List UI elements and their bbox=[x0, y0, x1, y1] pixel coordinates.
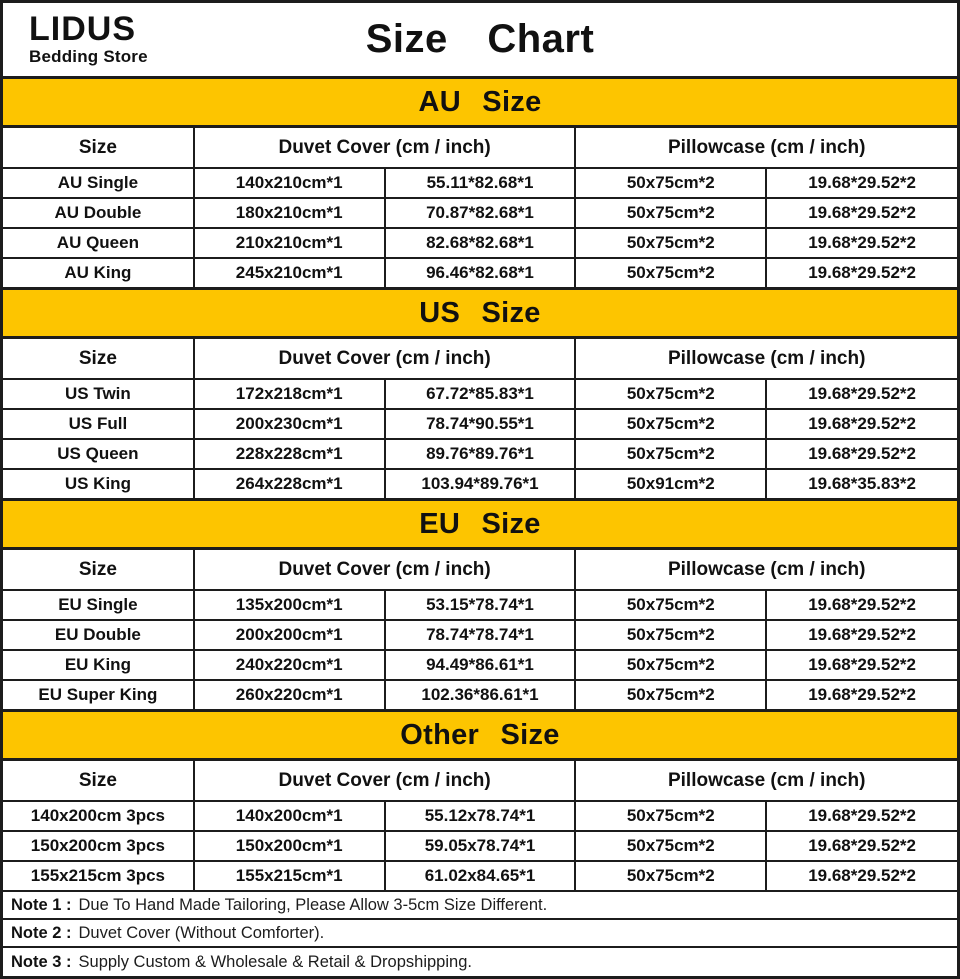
column-header-duvet: Duvet Cover (cm / inch) bbox=[194, 339, 576, 379]
section-au bbox=[3, 76, 957, 287]
cell-pillow-cm: 50x75cm*2 bbox=[575, 168, 766, 198]
cell-pillow-cm: 50x75cm*2 bbox=[575, 198, 766, 228]
cell-pillow-inch: 19.68*29.52*2 bbox=[766, 590, 957, 620]
cell-pillow-inch: 19.68*29.52*2 bbox=[766, 439, 957, 469]
table-header-row bbox=[3, 128, 957, 168]
section-banner: EU Size bbox=[3, 498, 957, 550]
cell-pillow-cm: 50x75cm*2 bbox=[575, 861, 766, 891]
table-row bbox=[3, 228, 957, 258]
cell-pillow-cm: 50x75cm*2 bbox=[575, 620, 766, 650]
note-row bbox=[3, 920, 957, 948]
cell-size: EU Single bbox=[3, 590, 194, 620]
cell-pillow-cm: 50x75cm*2 bbox=[575, 801, 766, 831]
cell-duvet-inch: 89.76*89.76*1 bbox=[385, 439, 576, 469]
cell-pillow-cm: 50x75cm*2 bbox=[575, 650, 766, 680]
cell-size: US King bbox=[3, 469, 194, 498]
cell-duvet-cm: 140x210cm*1 bbox=[194, 168, 385, 198]
page-title: Size Chart bbox=[365, 17, 595, 61]
cell-size: 150x200cm 3pcs bbox=[3, 831, 194, 861]
table-row bbox=[3, 650, 957, 680]
table-row bbox=[3, 439, 957, 469]
column-header-size: Size bbox=[3, 339, 194, 379]
cell-pillow-inch: 19.68*29.52*2 bbox=[766, 620, 957, 650]
cell-duvet-cm: 200x230cm*1 bbox=[194, 409, 385, 439]
cell-size: US Full bbox=[3, 409, 194, 439]
page-header bbox=[3, 3, 957, 76]
table-row bbox=[3, 379, 957, 409]
cell-duvet-inch: 55.11*82.68*1 bbox=[385, 168, 576, 198]
cell-pillow-cm: 50x75cm*2 bbox=[575, 228, 766, 258]
table-row bbox=[3, 590, 957, 620]
cell-pillow-inch: 19.68*29.52*2 bbox=[766, 650, 957, 680]
cell-duvet-cm: 260x220cm*1 bbox=[194, 680, 385, 709]
cell-duvet-cm: 228x228cm*1 bbox=[194, 439, 385, 469]
cell-pillow-inch: 19.68*29.52*2 bbox=[766, 228, 957, 258]
table-row bbox=[3, 258, 957, 287]
cell-pillow-cm: 50x91cm*2 bbox=[575, 469, 766, 498]
cell-duvet-cm: 240x220cm*1 bbox=[194, 650, 385, 680]
cell-size: US Twin bbox=[3, 379, 194, 409]
section-banner: US Size bbox=[3, 287, 957, 339]
cell-size: EU Super King bbox=[3, 680, 194, 709]
note-row bbox=[3, 948, 957, 976]
cell-pillow-inch: 19.68*29.52*2 bbox=[766, 168, 957, 198]
table-row bbox=[3, 680, 957, 709]
cell-pillow-inch: 19.68*29.52*2 bbox=[766, 680, 957, 709]
note-label: Note 3 : bbox=[11, 952, 72, 971]
notes-section bbox=[3, 892, 957, 976]
cell-duvet-cm: 200x200cm*1 bbox=[194, 620, 385, 650]
cell-duvet-cm: 172x218cm*1 bbox=[194, 379, 385, 409]
cell-duvet-inch: 78.74*90.55*1 bbox=[385, 409, 576, 439]
column-header-pillowcase: Pillowcase (cm / inch) bbox=[575, 550, 957, 590]
cell-pillow-inch: 19.68*29.52*2 bbox=[766, 379, 957, 409]
cell-size: AU Double bbox=[3, 198, 194, 228]
column-header-duvet: Duvet Cover (cm / inch) bbox=[194, 761, 576, 801]
column-header-pillowcase: Pillowcase (cm / inch) bbox=[575, 128, 957, 168]
cell-duvet-inch: 103.94*89.76*1 bbox=[385, 469, 576, 498]
cell-pillow-inch: 19.68*29.52*2 bbox=[766, 831, 957, 861]
cell-duvet-inch: 70.87*82.68*1 bbox=[385, 198, 576, 228]
brand-name: LIDUS bbox=[29, 10, 136, 49]
note-text: Supply Custom & Wholesale & Retail & Dropshipping. bbox=[78, 952, 472, 971]
table-row bbox=[3, 168, 957, 198]
section-banner: AU Size bbox=[3, 76, 957, 128]
cell-duvet-cm: 140x200cm*1 bbox=[194, 801, 385, 831]
table-row bbox=[3, 801, 957, 831]
table-header-row bbox=[3, 550, 957, 590]
cell-duvet-cm: 155x215cm*1 bbox=[194, 861, 385, 891]
cell-pillow-inch: 19.68*29.52*2 bbox=[766, 409, 957, 439]
cell-duvet-cm: 245x210cm*1 bbox=[194, 258, 385, 287]
note-text: Due To Hand Made Tailoring, Please Allow 3-5cm Size Different. bbox=[78, 895, 548, 914]
cell-size: EU Double bbox=[3, 620, 194, 650]
size-table-au bbox=[3, 128, 957, 287]
cell-duvet-inch: 67.72*85.83*1 bbox=[385, 379, 576, 409]
cell-duvet-inch: 61.02x84.65*1 bbox=[385, 861, 576, 891]
cell-pillow-cm: 50x75cm*2 bbox=[575, 590, 766, 620]
cell-duvet-cm: 210x210cm*1 bbox=[194, 228, 385, 258]
size-table-eu bbox=[3, 550, 957, 709]
cell-duvet-inch: 94.49*86.61*1 bbox=[385, 650, 576, 680]
cell-duvet-inch: 102.36*86.61*1 bbox=[385, 680, 576, 709]
cell-duvet-inch: 96.46*82.68*1 bbox=[385, 258, 576, 287]
cell-pillow-inch: 19.68*29.52*2 bbox=[766, 801, 957, 831]
cell-size: AU Queen bbox=[3, 228, 194, 258]
column-header-size: Size bbox=[3, 550, 194, 590]
table-row bbox=[3, 861, 957, 891]
size-table-other bbox=[3, 761, 957, 892]
column-header-pillowcase: Pillowcase (cm / inch) bbox=[575, 339, 957, 379]
section-eu bbox=[3, 498, 957, 709]
brand-logo bbox=[3, 12, 148, 67]
cell-pillow-inch: 19.68*35.83*2 bbox=[766, 469, 957, 498]
column-header-duvet: Duvet Cover (cm / inch) bbox=[194, 550, 576, 590]
cell-pillow-inch: 19.68*29.52*2 bbox=[766, 861, 957, 891]
column-header-size: Size bbox=[3, 761, 194, 801]
cell-pillow-cm: 50x75cm*2 bbox=[575, 258, 766, 287]
column-header-duvet: Duvet Cover (cm / inch) bbox=[194, 128, 576, 168]
cell-pillow-cm: 50x75cm*2 bbox=[575, 409, 766, 439]
cell-size: AU Single bbox=[3, 168, 194, 198]
cell-duvet-cm: 264x228cm*1 bbox=[194, 469, 385, 498]
cell-duvet-cm: 180x210cm*1 bbox=[194, 198, 385, 228]
size-table-us bbox=[3, 339, 957, 498]
cell-size: US Queen bbox=[3, 439, 194, 469]
column-header-pillowcase: Pillowcase (cm / inch) bbox=[575, 761, 957, 801]
table-row bbox=[3, 198, 957, 228]
table-row bbox=[3, 469, 957, 498]
cell-duvet-inch: 82.68*82.68*1 bbox=[385, 228, 576, 258]
table-header-row bbox=[3, 339, 957, 379]
cell-duvet-inch: 59.05x78.74*1 bbox=[385, 831, 576, 861]
table-row bbox=[3, 620, 957, 650]
cell-pillow-cm: 50x75cm*2 bbox=[575, 680, 766, 709]
cell-pillow-inch: 19.68*29.52*2 bbox=[766, 198, 957, 228]
note-label: Note 2 : bbox=[11, 923, 72, 942]
cell-pillow-inch: 19.68*29.52*2 bbox=[766, 258, 957, 287]
table-header-row bbox=[3, 761, 957, 801]
cell-duvet-cm: 150x200cm*1 bbox=[194, 831, 385, 861]
column-header-size: Size bbox=[3, 128, 194, 168]
cell-pillow-cm: 50x75cm*2 bbox=[575, 831, 766, 861]
section-other bbox=[3, 709, 957, 892]
note-row bbox=[3, 892, 957, 920]
cell-duvet-inch: 55.12x78.74*1 bbox=[385, 801, 576, 831]
cell-size: EU King bbox=[3, 650, 194, 680]
section-banner: Other Size bbox=[3, 709, 957, 761]
cell-pillow-cm: 50x75cm*2 bbox=[575, 439, 766, 469]
note-label: Note 1 : bbox=[11, 895, 72, 914]
section-us bbox=[3, 287, 957, 498]
note-text: Duvet Cover (Without Comforter). bbox=[78, 923, 325, 942]
cell-size: AU King bbox=[3, 258, 194, 287]
table-row bbox=[3, 409, 957, 439]
cell-size: 140x200cm 3pcs bbox=[3, 801, 194, 831]
cell-size: 155x215cm 3pcs bbox=[3, 861, 194, 891]
cell-duvet-inch: 53.15*78.74*1 bbox=[385, 590, 576, 620]
cell-duvet-inch: 78.74*78.74*1 bbox=[385, 620, 576, 650]
brand-tagline: Bedding Store bbox=[29, 46, 148, 66]
cell-duvet-cm: 135x200cm*1 bbox=[194, 590, 385, 620]
table-row bbox=[3, 831, 957, 861]
cell-pillow-cm: 50x75cm*2 bbox=[575, 379, 766, 409]
